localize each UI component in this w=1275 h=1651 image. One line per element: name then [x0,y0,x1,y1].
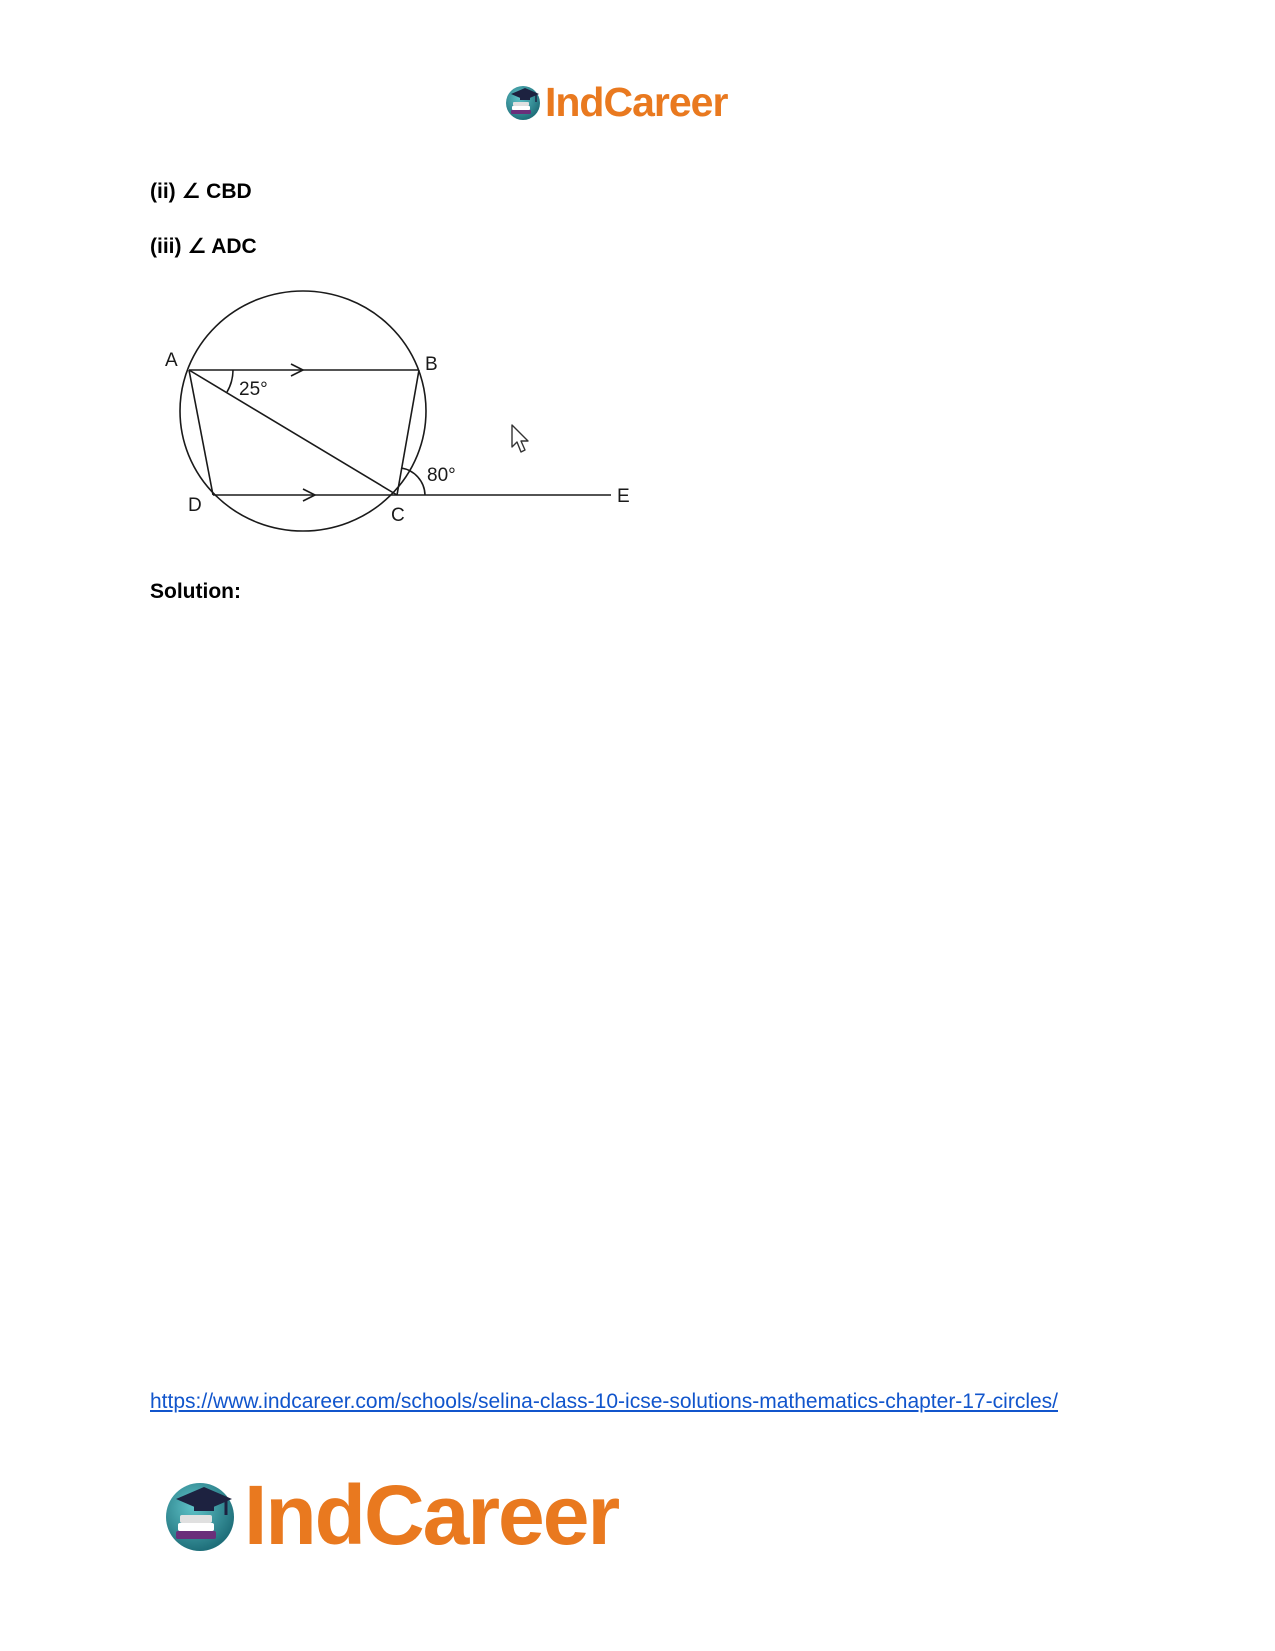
angle-arc-c [401,468,425,495]
diagonal-ac [189,370,397,495]
source-link[interactable]: https://www.indcareer.com/schools/selina-class-10-icse-solutions-mathematics-chapter-17-circles/ [150,1390,1058,1413]
point-label-d: D [188,495,202,516]
footer-logo [160,1470,618,1560]
graduation-cap-books-globe-icon [503,82,543,122]
graduation-cap-books-globe-icon [160,1475,240,1555]
point-label-a: A [165,350,178,371]
solution-heading: Solution: [150,580,241,603]
chord-bc [397,370,419,495]
chord-ad [189,370,213,495]
footer-logo-text: IndCareer [244,1468,619,1562]
angle-arc-a [227,370,233,392]
header-logo [503,80,727,124]
mouse-cursor-icon [510,423,532,455]
circle-geometry-figure [155,288,635,548]
angle-label-25: 25° [239,379,268,400]
angle-label-80: 80° [427,465,456,486]
point-label-e: E [617,486,630,507]
question-part-ii: (ii) ∠ CBD [150,180,252,203]
point-label-c: C [391,505,405,526]
point-label-b: B [425,354,438,375]
header-logo-text: IndCareer [545,79,728,125]
question-part-iii: (iii) ∠ ADC [150,235,257,258]
